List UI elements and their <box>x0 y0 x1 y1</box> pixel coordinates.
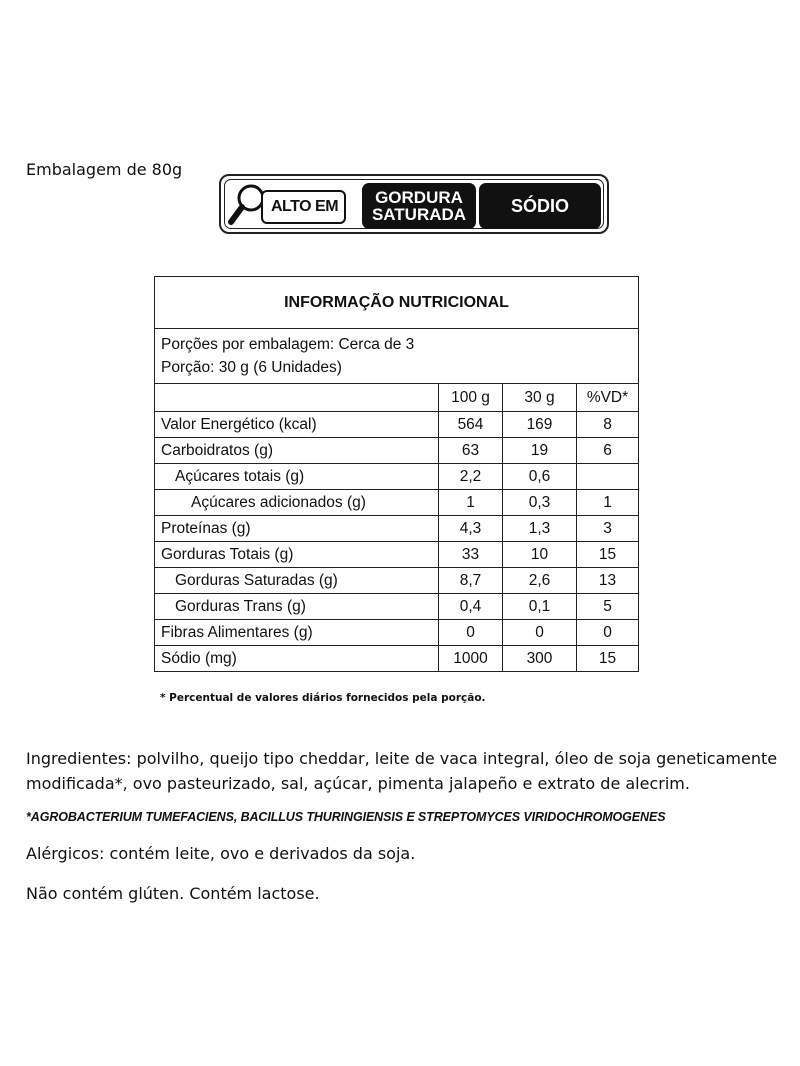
alto-em-warning-seal <box>219 174 609 234</box>
seal-gordura-line1: GORDURA <box>375 188 463 207</box>
table-row <box>155 490 639 516</box>
table-row <box>155 542 639 568</box>
seal-saturated-fat <box>362 183 476 229</box>
value-30g: 0 <box>503 620 577 646</box>
portion-size: Porção: 30 g (6 Unidades) <box>161 359 342 376</box>
row-label: Sódio (mg) <box>155 646 439 672</box>
seal-sodium: SÓDIO <box>479 183 601 229</box>
value-30g: 1,3 <box>503 516 577 542</box>
table-row <box>155 438 639 464</box>
portions-row <box>155 329 639 384</box>
header-30g: 30 g <box>503 384 577 412</box>
value-vd: 3 <box>577 516 639 542</box>
value-vd <box>577 464 639 490</box>
header-100g: 100 g <box>439 384 503 412</box>
gmo-note: *AGROBACTERIUM TUMEFACIENS, BACILLUS THURINGIENSIS E STREPTOMYCES VIRIDOCHROMOGENES <box>26 810 666 824</box>
header-vd: %VD* <box>577 384 639 412</box>
table-row <box>155 620 639 646</box>
alto-em-label: ALTO EM <box>261 190 346 224</box>
row-label: Gorduras Saturadas (g) <box>155 568 439 594</box>
value-100g: 8,7 <box>439 568 503 594</box>
table-title-row <box>155 277 639 329</box>
table-row <box>155 412 639 438</box>
value-30g: 0,1 <box>503 594 577 620</box>
nutrition-facts-table <box>154 276 639 672</box>
value-30g: 300 <box>503 646 577 672</box>
package-size-text: Embalagem de 80g <box>26 160 183 179</box>
value-30g: 0,6 <box>503 464 577 490</box>
row-label: Fibras Alimentares (g) <box>155 620 439 646</box>
value-100g: 564 <box>439 412 503 438</box>
row-label: Valor Energético (kcal) <box>155 412 439 438</box>
value-30g: 10 <box>503 542 577 568</box>
value-vd: 6 <box>577 438 639 464</box>
value-vd: 5 <box>577 594 639 620</box>
value-30g: 19 <box>503 438 577 464</box>
value-30g: 169 <box>503 412 577 438</box>
row-label: Gorduras Trans (g) <box>155 594 439 620</box>
table-row <box>155 594 639 620</box>
value-vd: 8 <box>577 412 639 438</box>
value-vd: 13 <box>577 568 639 594</box>
seal-gordura-line2: SATURADA <box>371 205 467 224</box>
row-label: Açúcares totais (g) <box>155 464 439 490</box>
table-footnote: * Percentual de valores diários fornecidos pela porção. <box>160 692 486 704</box>
value-100g: 63 <box>439 438 503 464</box>
column-header-row <box>155 384 639 412</box>
value-100g: 1000 <box>439 646 503 672</box>
value-vd: 0 <box>577 620 639 646</box>
value-30g: 2,6 <box>503 568 577 594</box>
allergens-text: Alérgicos: contém leite, ovo e derivados da soja. <box>26 844 416 863</box>
row-label: Proteínas (g) <box>155 516 439 542</box>
ingredients-text: Ingredientes: polvilho, queijo tipo cheddar, leite de vaca integral, óleo de soja geneticamente modificada*, ovo pasteurizado, sal, açúcar, pimenta jalapeño e extrato de alecrim. <box>26 749 778 793</box>
value-30g: 0,3 <box>503 490 577 516</box>
value-100g: 1 <box>439 490 503 516</box>
row-label: Gorduras Totais (g) <box>155 542 439 568</box>
table-row <box>155 516 639 542</box>
row-label: Carboidratos (g) <box>155 438 439 464</box>
value-100g: 0,4 <box>439 594 503 620</box>
value-vd: 15 <box>577 646 639 672</box>
table-title: INFORMAÇÃO NUTRICIONAL <box>155 277 639 329</box>
empty-header-cell <box>155 384 439 412</box>
gluten-note: Não contém glúten. Contém lactose. <box>26 884 320 903</box>
table-row <box>155 568 639 594</box>
portions-per-pack: Porções por embalagem: Cerca de 3 <box>161 336 415 353</box>
portions-info <box>155 329 639 384</box>
row-label: Açúcares adicionados (g) <box>155 490 439 516</box>
table-row <box>155 464 639 490</box>
value-100g: 2,2 <box>439 464 503 490</box>
value-100g: 33 <box>439 542 503 568</box>
value-100g: 0 <box>439 620 503 646</box>
value-vd: 1 <box>577 490 639 516</box>
value-vd: 15 <box>577 542 639 568</box>
value-100g: 4,3 <box>439 516 503 542</box>
table-row <box>155 646 639 672</box>
